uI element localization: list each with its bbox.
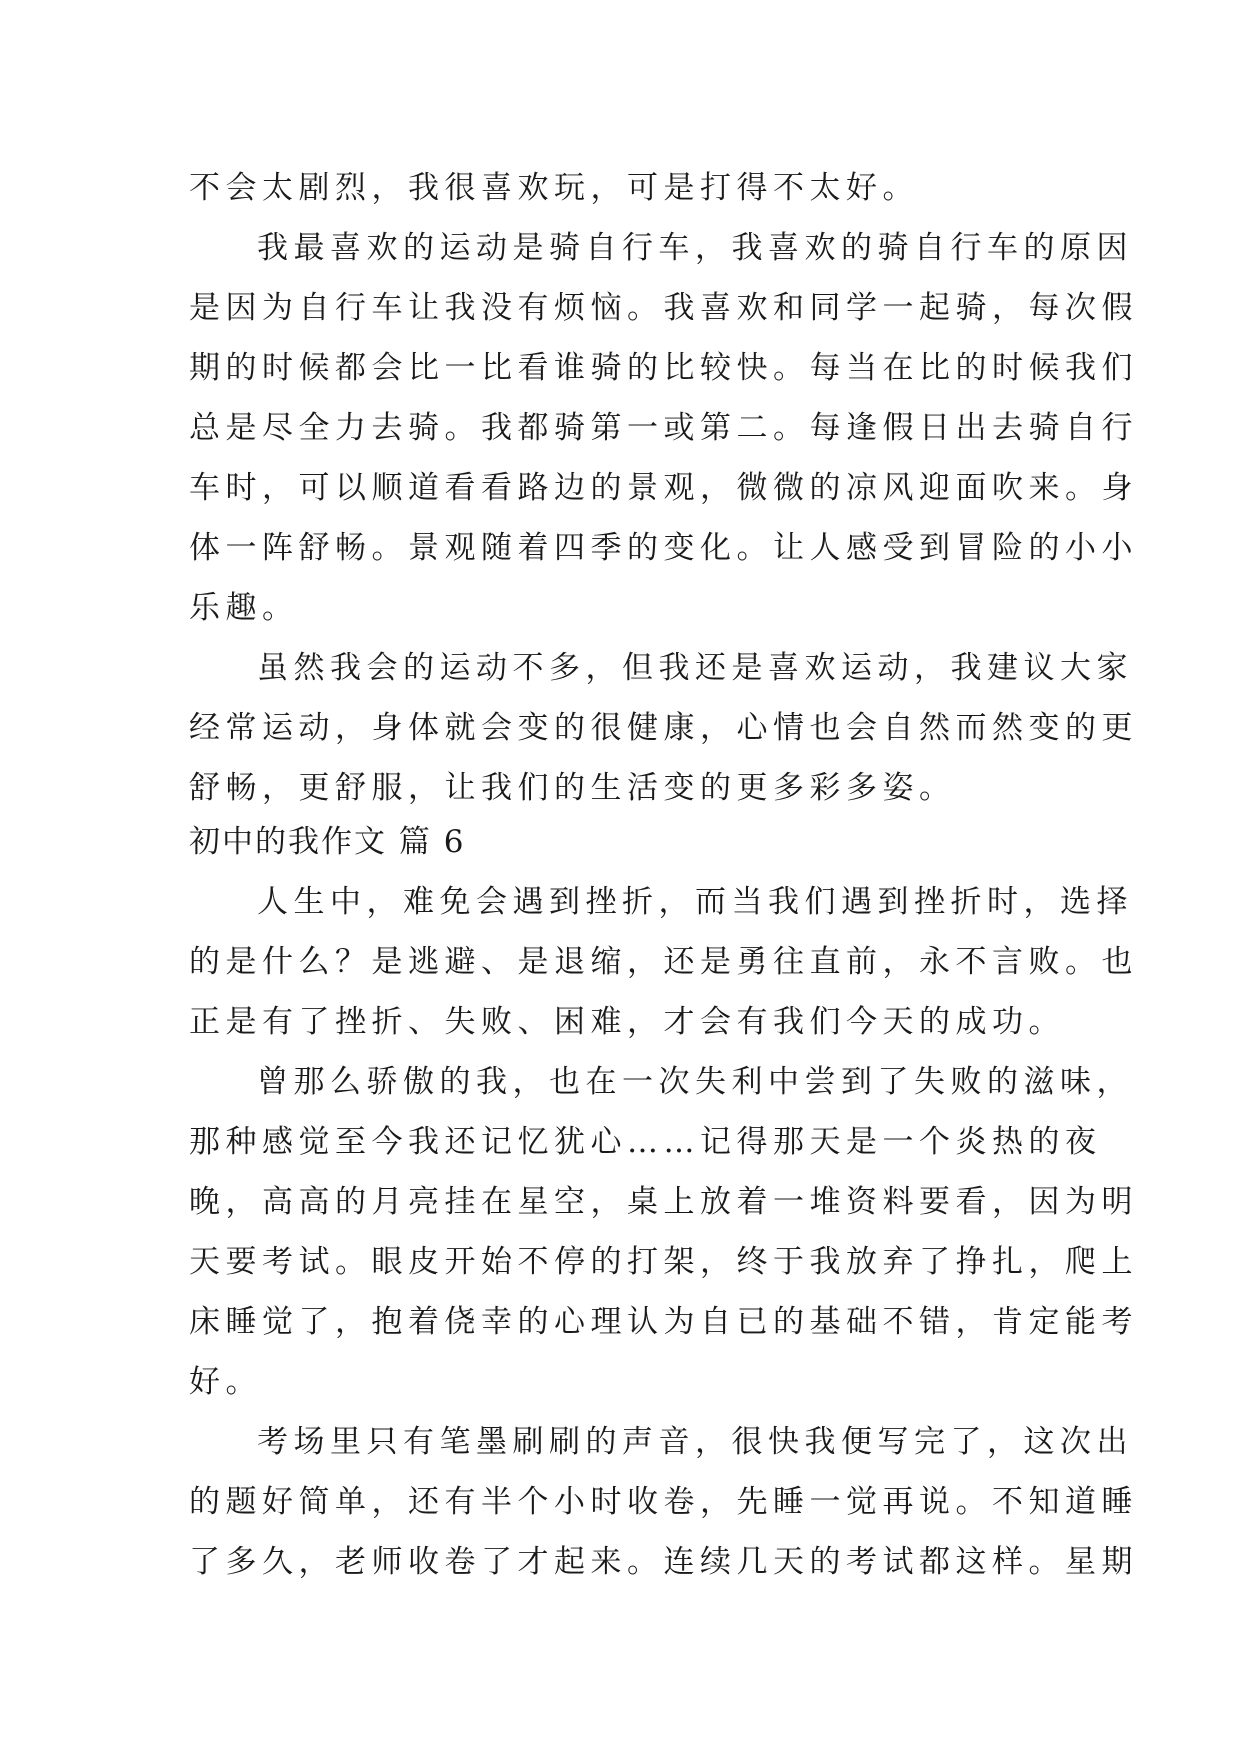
paragraph-first-line: 人生中，难免会遇到挫折，而当我们遇到挫折时，选择 bbox=[257, 884, 1133, 920]
text-line: 舒畅，更舒服，让我们的生活变的更多彩多姿。 bbox=[189, 770, 956, 806]
text-line: 乐趣。 bbox=[189, 590, 299, 626]
text-line: 经常运动，身体就会变的很健康，心情也会自然而然变的更 bbox=[189, 710, 1138, 746]
text-line: 的题好简单，还有半个小时收卷，先睡一觉再说。不知道睡 bbox=[189, 1484, 1138, 1520]
paragraph-first-line: 虽然我会的运动不多，但我还是喜欢运动，我建议大家 bbox=[257, 650, 1133, 686]
text-line: 不会太剧烈，我很喜欢玩，可是打得不太好。 bbox=[189, 170, 919, 206]
text-line: 期的时候都会比一比看谁骑的比较快。每当在比的时候我们 bbox=[189, 350, 1138, 386]
paragraph-first-line: 我最喜欢的运动是骑自行车，我喜欢的骑自行车的原因 bbox=[257, 230, 1133, 266]
text-line: 正是有了挫折、失败、困难，才会有我们今天的成功。 bbox=[189, 1004, 1065, 1040]
text-line: 好。 bbox=[189, 1364, 262, 1400]
text-line: 天要考试。眼皮开始不停的打架，终于我放弃了挣扎，爬上 bbox=[189, 1244, 1138, 1280]
text-line: 总是尽全力去骑。我都骑第一或第二。每逢假日出去骑自行 bbox=[189, 410, 1138, 446]
text-line: 那种感觉至今我还记忆犹心……记得那天是一个炎热的夜 bbox=[189, 1124, 1102, 1160]
text-line: 床睡觉了，抱着侥幸的心理认为自已的基础不错，肯定能考 bbox=[189, 1304, 1138, 1340]
text-line: 晚，高高的月亮挂在星空，桌上放着一堆资料要看，因为明 bbox=[189, 1184, 1138, 1220]
text-line: 的是什么？是逃避、是退缩，还是勇往直前，永不言败。也 bbox=[189, 944, 1138, 980]
text-line: 是因为自行车让我没有烦恼。我喜欢和同学一起骑，每次假 bbox=[189, 290, 1138, 326]
paragraph-first-line: 曾那么骄傲的我，也在一次失利中尝到了失败的滋味， bbox=[257, 1064, 1133, 1100]
section-heading: 初中的我作文 篇 6 bbox=[189, 824, 466, 860]
text-line: 车时，可以顺道看看路边的景观，微微的凉风迎面吹来。身 bbox=[189, 470, 1138, 506]
text-line: 体一阵舒畅。景观随着四季的变化。让人感受到冒险的小小 bbox=[189, 530, 1138, 566]
text-line: 了多久，老师收卷了才起来。连续几天的考试都这样。星期 bbox=[189, 1544, 1138, 1580]
paragraph-first-line: 考场里只有笔墨刷刷的声音，很快我便写完了，这次出 bbox=[257, 1424, 1133, 1460]
